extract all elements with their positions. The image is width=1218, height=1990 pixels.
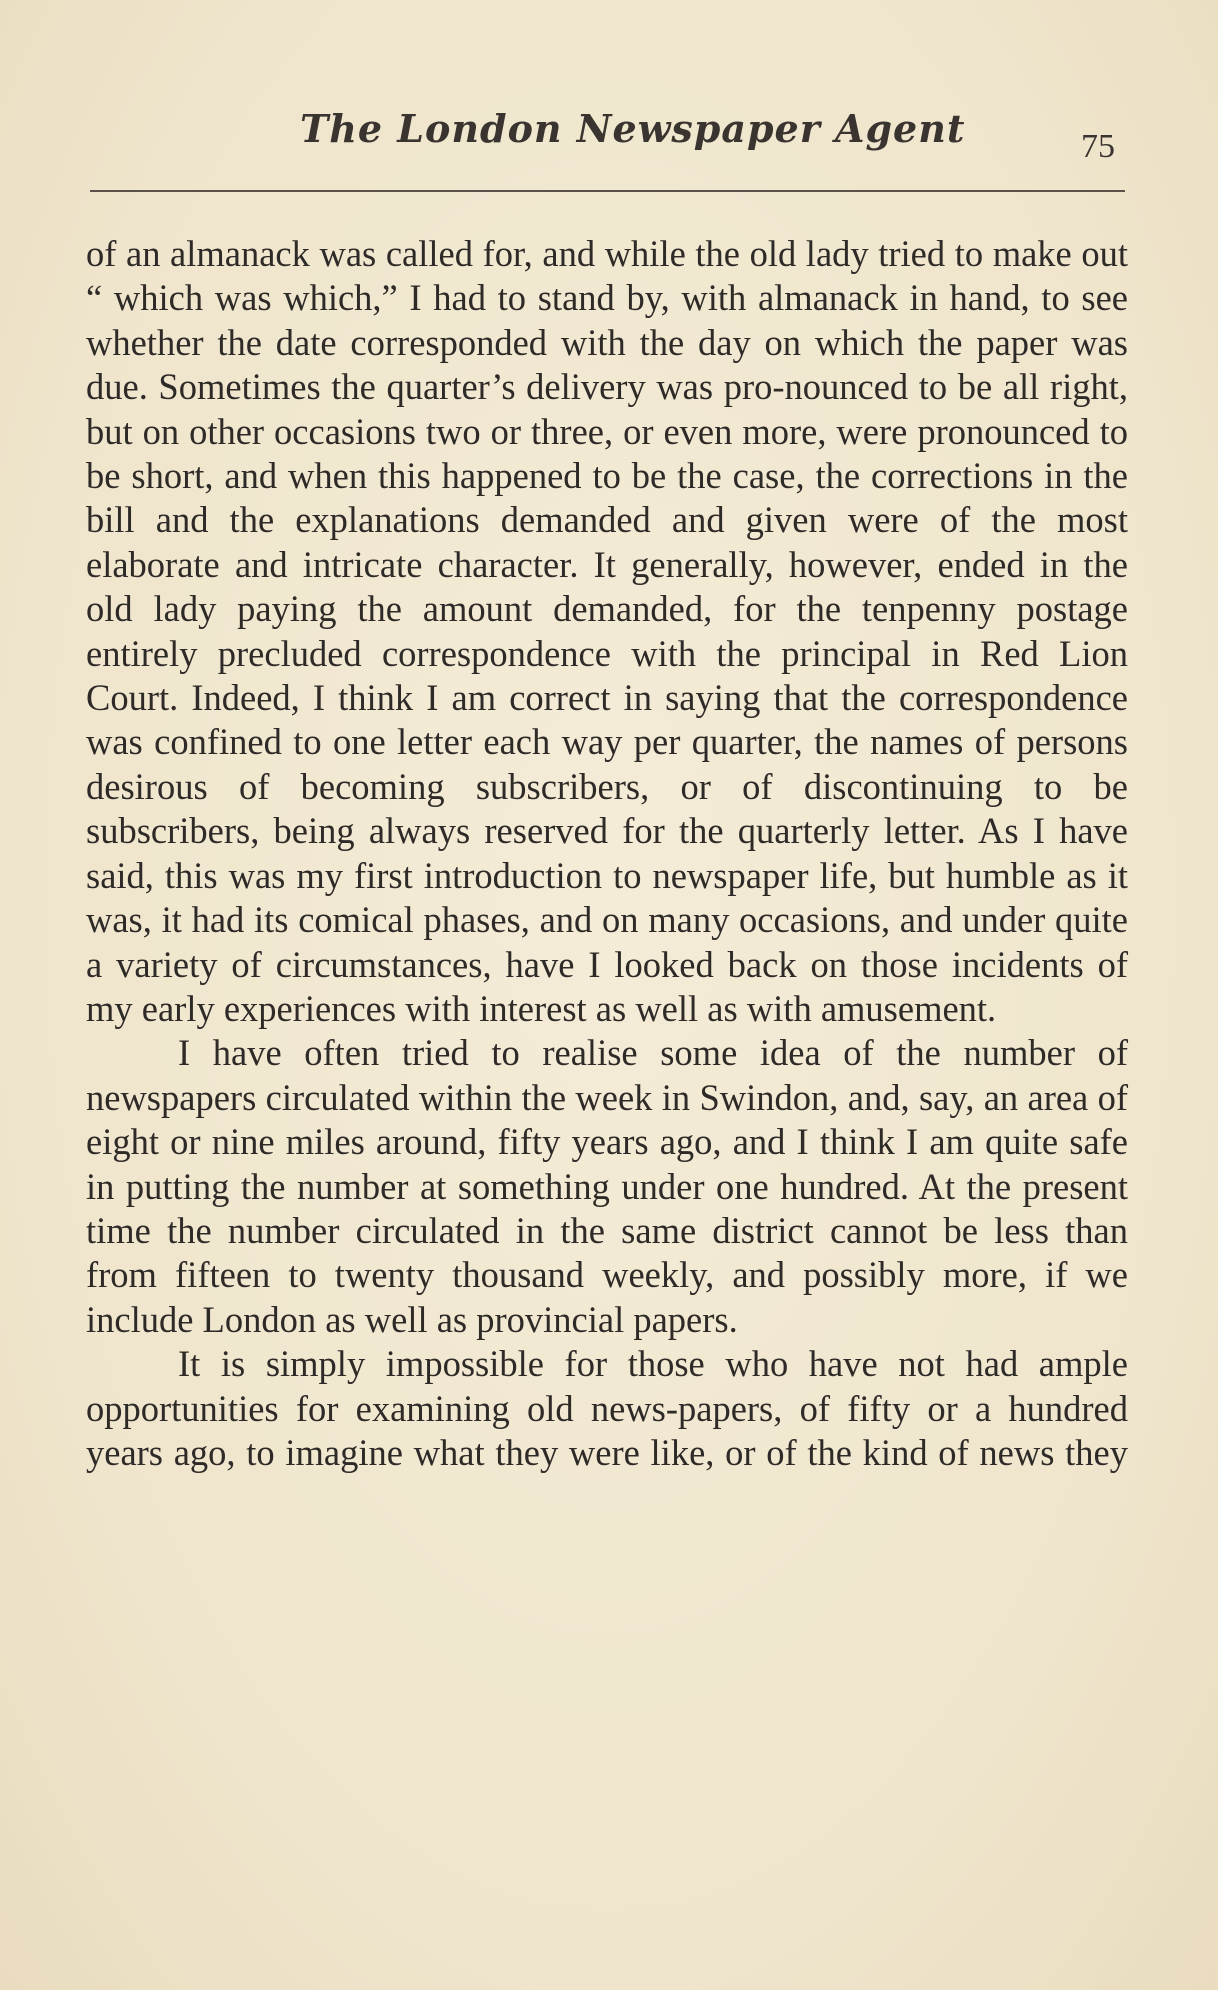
paragraph-old-newspapers: It is simply impossible for those who have not had ample opportunities for examining old news-papers, of fifty or a hundred years ago, to imagine what they were like, or of the kind of news they	[86, 1343, 1128, 1473]
header-rule	[90, 190, 1125, 192]
page-number: 75	[1081, 128, 1115, 165]
paragraph-continued: of an almanack was called for, and while the old lady tried to make out “ which was which,” I had to stand by, with almanack in hand, to see whether the date corresponded with the day on which the paper was due. Sometimes the quarter’s delivery was pro-nounced to be all right, but on other occasions two or three, or even more, were pronounced to be short, and when this happened to be the case, the corrections in the bill and the explanations demanded and given were of the most elaborate and intricate character. It generally, however, ended in the old lady paying the amount demanded, for the tenpenny postage entirely precluded correspondence with the principal in Red Lion Court. Indeed, I think I am correct in saying that the correspondence was confined to one letter each way per quarter, the names of persons desirous of becoming subscribers, or of discontinuing to be subscribers, being always reserved for the quarterly letter. As I have said, this was my first introduction to newspaper life, but humble as it was, it had its comical phases, and on many occasions, and under quite a variety of circumstances, have I looked back on those incidents of my early experiences with interest as well as with amusement.	[86, 233, 1128, 1029]
running-title: The London Newspaper Agent	[300, 106, 966, 151]
paragraph-newspaper-count: I have often tried to realise some idea of the number of newspapers circulated within the week in Swindon, and, say, an area of eight or nine miles around, fifty years ago, and I think I am quite safe in putting the number at something under one hundred. At the present time the number circulated in the same district cannot be less than from fifteen to twenty thousand weekly, and possibly more, if we include London as well as provincial papers.	[86, 1032, 1128, 1340]
body-text	[86, 232, 1128, 1475]
running-head	[90, 98, 1125, 178]
